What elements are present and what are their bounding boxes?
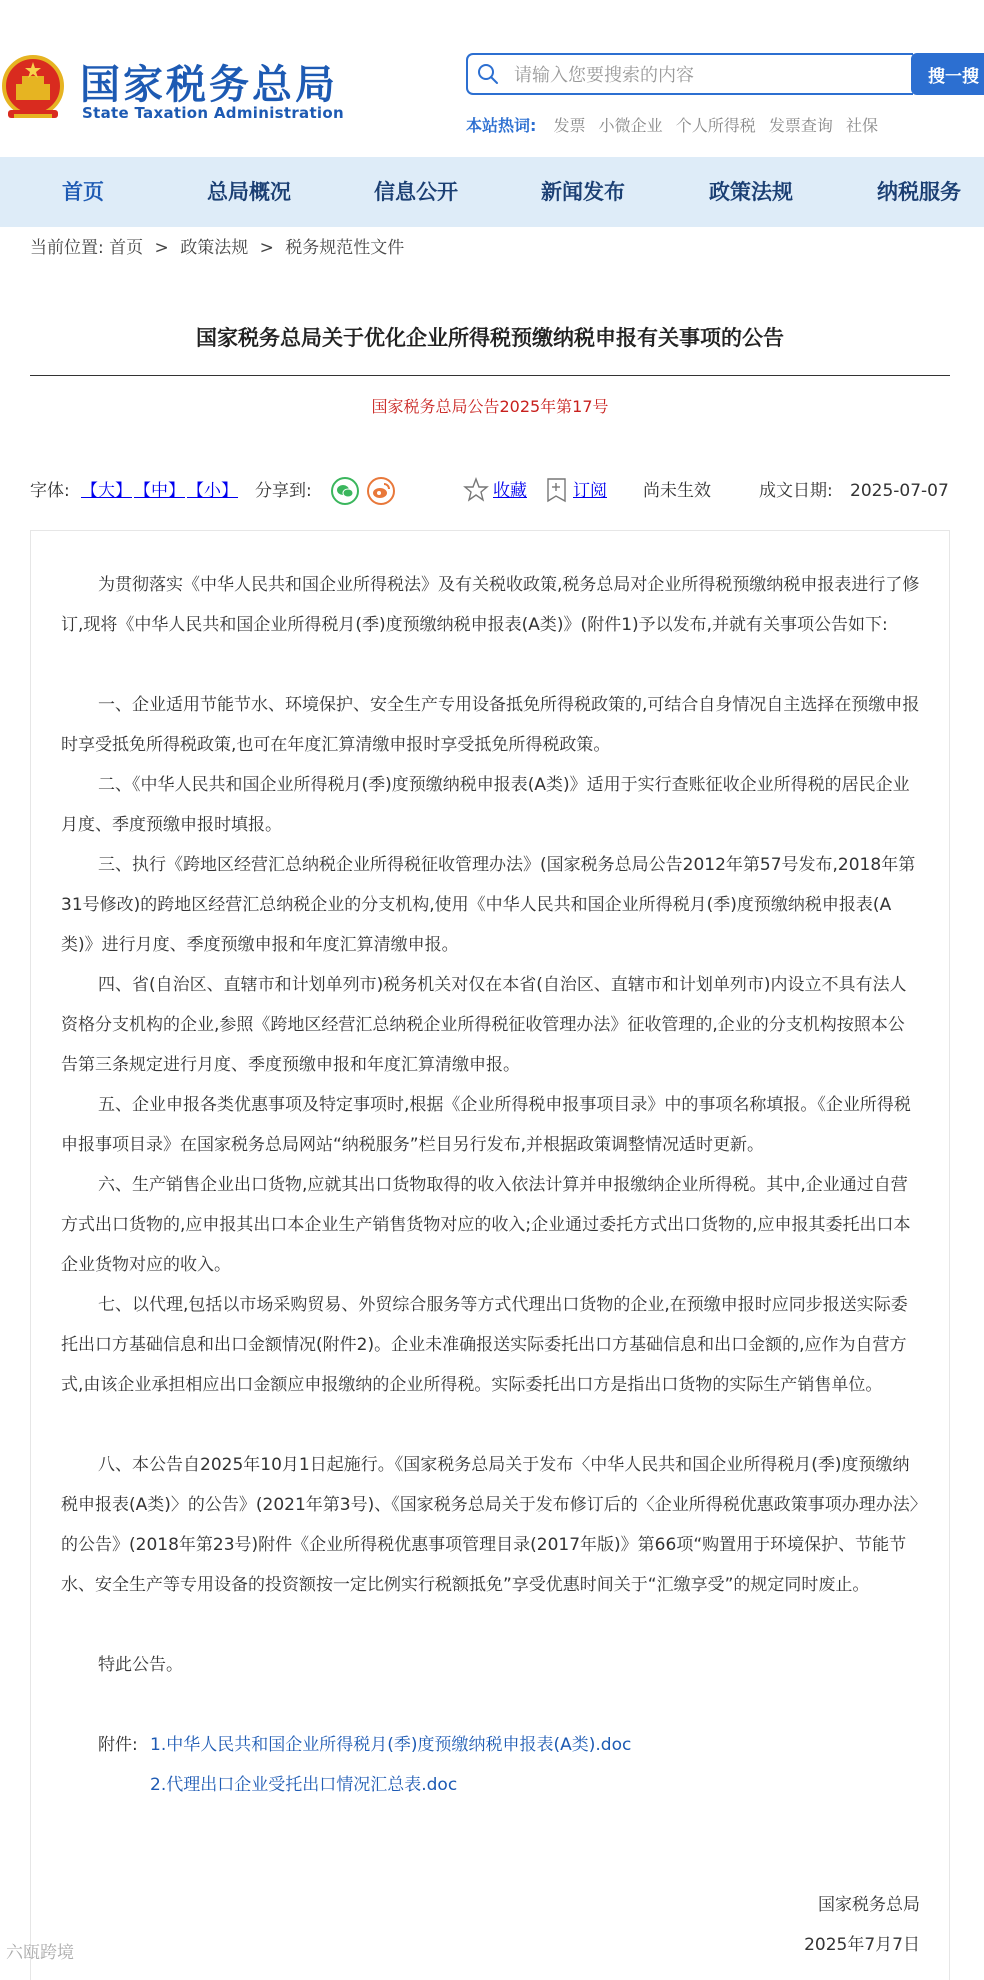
- nav-item-home[interactable]: 首页: [62, 180, 104, 204]
- font-size-medium-button[interactable]: 【中】: [134, 481, 185, 501]
- paragraph-text: 七、以代理,包括以市场采购贸易、外贸综合服务等方式代理出口货物的企业,在预缴申报时应同步报送实际委托出口方基础信息和出口金额情况(附件2)。企业未准确报送实际委托出口方基础信息和出口金额的,应作为自营方式,由该企业承担相应出口金额应申报缴纳的企业所得税。实际委托出口方是指出口货物的实际生产销售单位。: [61, 1295, 908, 1395]
- article-item-1: [61, 685, 920, 765]
- title-divider: [30, 375, 950, 376]
- hot-words: [466, 113, 886, 136]
- article-item-3: [61, 845, 920, 965]
- site-logo-title[interactable]: 国家税务总局: [80, 61, 338, 108]
- article-item-7: [61, 1285, 920, 1405]
- subscribe-icon[interactable]: [545, 476, 571, 504]
- hot-words-label: 本站热词:: [466, 116, 537, 135]
- paragraph-text: 二、《中华人民共和国企业所得税月(季)度预缴纳税申报表(A类)》适用于实行查账征收企业所得税的居民企业月度、季度预缴申报时填报。: [61, 775, 910, 835]
- document-number: 国家税务总局公告2025年第17号: [371, 397, 609, 416]
- article-toolbar: [30, 479, 950, 503]
- national-emblem-icon: [2, 54, 64, 124]
- search-icon: [476, 62, 500, 86]
- article-item-2: [61, 765, 920, 845]
- hot-word-link[interactable]: 发票查询: [768, 116, 833, 135]
- wechat-share-icon[interactable]: [331, 477, 359, 505]
- paragraph-text: 五、企业申报各类优惠事项及特定事项时,根据《企业所得税申报事项目录》中的事项名称填报。《企业所得税申报事项目录》在国家税务总局网站“纳税服务”栏目另行发布,并根据政策调整情况适时更新。: [61, 1095, 911, 1155]
- search-button[interactable]: 搜一搜: [911, 53, 984, 95]
- search-input[interactable]: [512, 56, 906, 94]
- subscribe-button[interactable]: 订阅: [573, 481, 607, 501]
- attachment-label: 附件:: [98, 1735, 138, 1755]
- star-icon[interactable]: [463, 476, 489, 504]
- signature-org: 国家税务总局: [818, 1895, 920, 1915]
- paragraph-text: 为贯彻落实《中华人民共和国企业所得税法》及有关税收政策,税务总局对企业所得税预缴纳税申报表进行了修订,现将《中华人民共和国企业所得税月(季)度预缴纳税申报表(A类)》(附件1)予以发布,并就有关事项公告如下:: [61, 575, 920, 635]
- article-item-6: [61, 1165, 920, 1285]
- paragraph-text: 三、执行《跨地区经营汇总纳税企业所得税征收管理办法》(国家税务总局公告2012年第57号发布,2018年第31号修改)的跨地区经营汇总纳税企业的分支机构,使用《中华人民共和国企业所得税月(季)度预缴纳税申报表(A类)》进行月度、季度预缴申报和年度汇算清缴申报。: [61, 855, 916, 955]
- nav-item-news[interactable]: 新闻发布: [541, 180, 625, 204]
- font-size-label: 字体:: [30, 481, 70, 501]
- breadcrumb-separator: >: [259, 238, 274, 258]
- attachment-link-1[interactable]: 1.中华人民共和国企业所得税月(季)度预缴纳税申报表(A类).doc: [150, 1735, 632, 1755]
- watermark: 六瓯跨境: [6, 1943, 74, 1963]
- site-header: [0, 0, 984, 157]
- share-label: 分享到:: [255, 481, 312, 501]
- nav-item-overview[interactable]: 总局概况: [207, 180, 291, 204]
- effective-status: 尚未生效: [643, 481, 711, 501]
- breadcrumb-home[interactable]: 首页: [109, 238, 144, 258]
- article-item-4: [61, 965, 920, 1085]
- article-body: [30, 530, 950, 1980]
- paragraph-text: 四、省(自治区、直辖市和计划单列市)税务机关对仅在本省(自治区、直辖市和计划单列市)内设立不具有法人资格分支机构的企业,参照《跨地区经营汇总纳税企业所得税征收管理办法》征收管理的,企业的分支机构按照本公告第三条规定进行月度、季度预缴申报和年度汇算清缴申报。: [61, 975, 907, 1075]
- article-item-5: [61, 1085, 920, 1165]
- hot-word-link[interactable]: 社保: [845, 116, 878, 135]
- issue-date-label: 成文日期:: [759, 481, 833, 501]
- font-size-large-button[interactable]: 【大】: [81, 481, 132, 501]
- breadcrumb-policy[interactable]: 政策法规: [180, 238, 249, 258]
- nav-item-policy[interactable]: 政策法规: [709, 180, 793, 204]
- weibo-share-icon[interactable]: [367, 477, 395, 505]
- favorite-button[interactable]: 收藏: [493, 481, 527, 501]
- hot-word-link[interactable]: 小微企业: [598, 116, 663, 135]
- issue-date: 2025-07-07: [850, 481, 949, 501]
- paragraph-text: 六、生产销售企业出口货物,应就其出口货物取得的收入依法计算并申报缴纳企业所得税。其中,企业通过自营方式出口货物的,应申报其出口本企业生产销售货物对应的收入;企业通过委托方式出口货物的,应申报其委托出口本企业货物对应的收入。: [61, 1175, 911, 1275]
- breadcrumb: [30, 233, 404, 258]
- hot-word-link[interactable]: 个人所得税: [675, 116, 756, 135]
- nav-item-services[interactable]: 纳税服务: [877, 180, 961, 204]
- hot-word-link[interactable]: 发票: [553, 116, 586, 135]
- signature-date: 2025年7月7日: [804, 1935, 920, 1955]
- paragraph-text: 八、本公告自2025年10月1日起施行。《国家税务总局关于发布〈中华人民共和国企业所得税月(季)度预缴纳税申报表(A类)〉的公告》(2021年第3号)、《国家税务总局关于发布修订后的〈企业所得税优惠政策事项办理办法〉的公告》(2018年第23号)附件《企业所得税优惠事项管理目录(2017年版)》第66项“购置用于环境保护、节能节水、安全生产等专用设备的投资额按一定比例实行税额抵免”享受优惠时间关于“汇缴享受”的规定同时废止。: [61, 1455, 919, 1595]
- breadcrumb-prefix: 当前位置:: [30, 238, 104, 258]
- page-title: 国家税务总局关于优化企业所得税预缴纳税申报有关事项的公告: [196, 326, 784, 350]
- article-item-8: [61, 1445, 920, 1605]
- paragraph-text: 一、企业适用节能节水、环境保护、安全生产专用设备抵免所得税政策的,可结合自身情况自主选择在预缴申报时享受抵免所得税政策,也可在年度汇算清缴申报时享受抵免所得税政策。: [61, 695, 920, 755]
- nav-item-disclosure[interactable]: 信息公开: [374, 180, 458, 204]
- site-logo-subtitle[interactable]: State Taxation Administration: [82, 104, 344, 122]
- paragraph-text: 特此公告。: [98, 1655, 183, 1675]
- attachment-link-2[interactable]: 2.代理出口企业受托出口情况汇总表.doc: [150, 1775, 458, 1795]
- breadcrumb-separator: >: [154, 238, 169, 258]
- intro-paragraph: [61, 565, 920, 645]
- closing-paragraph: [61, 1645, 920, 1685]
- font-size-small-button[interactable]: 【小】: [187, 481, 238, 501]
- main-nav: [0, 157, 984, 227]
- breadcrumb-current[interactable]: 税务规范性文件: [285, 238, 405, 258]
